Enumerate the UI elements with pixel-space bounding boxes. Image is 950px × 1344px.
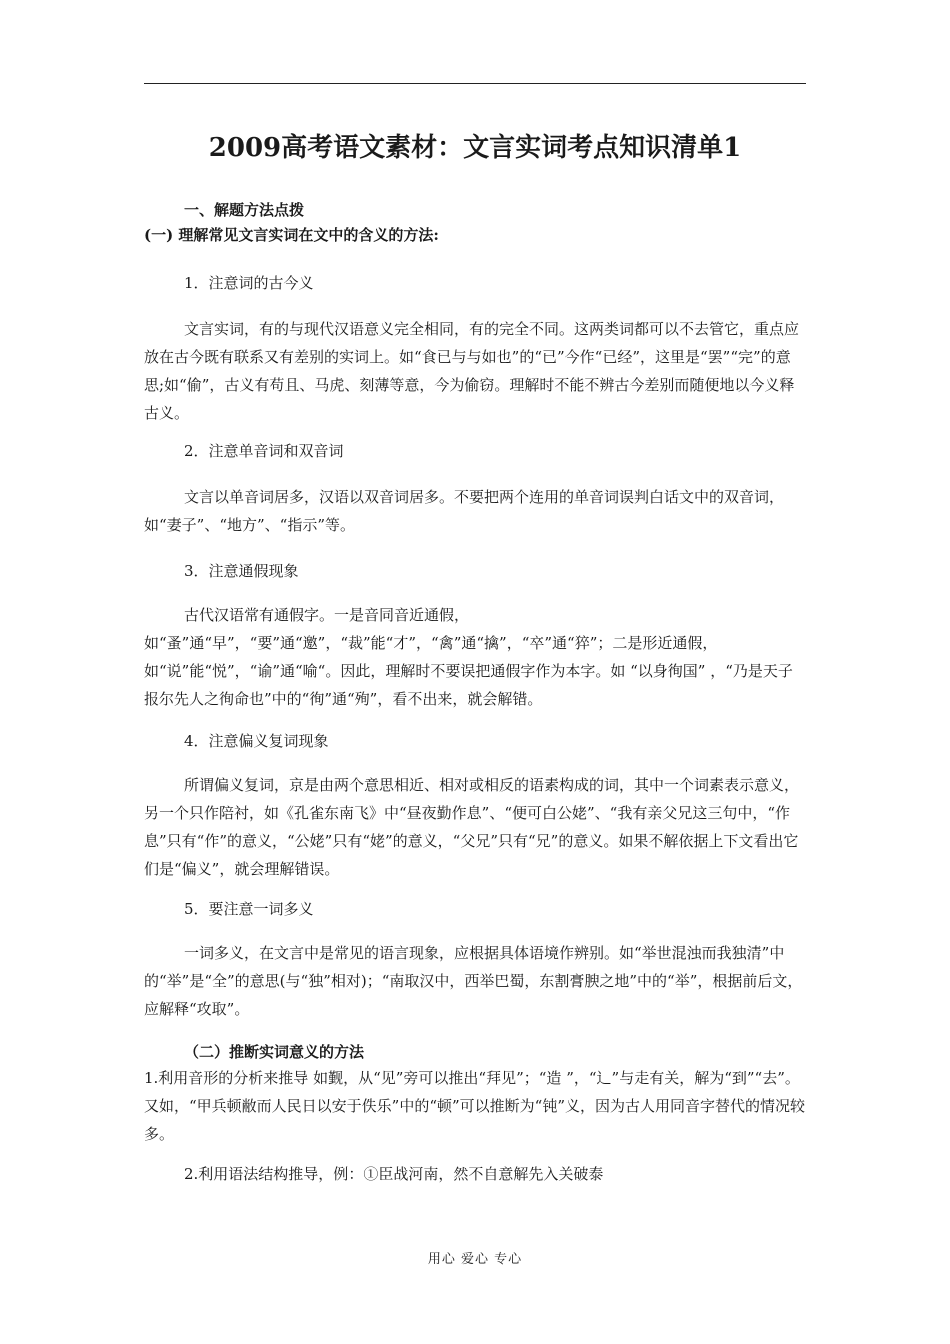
item-heading-4: 4．注意偏义复词现象 — [184, 732, 329, 750]
page-footer: 用心 爱心 专心 — [427, 1252, 523, 1267]
method-paragraph-1: 1.利用音形的分析来推导 如觐，从“见”旁可以推出“拜见”；“造 ”，“辶”与走有关，解为“到”“去”。又如，“甲兵顿敝而人民日以安于佚乐”中的“顿”可以推断为“钝”义，因为古人用同音字替代的情况较多。 — [144, 1069, 806, 1143]
item-heading-3: 3．注意通假现象 — [184, 562, 299, 580]
item-paragraph-1: 文言实词，有的与现代汉语意义完全相同，有的完全不同。这两类词都可以不去管它，重点应放在古今既有联系又有差别的实词上。如“食已与与如也”的“已”今作“已经”，这里是“罢”“完”的意思;如“偷”，古义有苟且、马虎、刻薄等意，今为偷窃。理解时不能不辨古今差别而随便地以今义释古义。 — [144, 320, 800, 422]
subsection-heading-1: (一) 理解常见文言实词在文中的含义的方法: — [144, 226, 439, 244]
header-rule — [144, 83, 806, 84]
item-heading-2: 2．注意单音词和双音词 — [184, 442, 344, 460]
item-paragraph-2: 文言以单音词居多，汉语以双音词居多。不要把两个连用的单音词误判白话文中的双音词，如“妻子”、“地方”、“指示”等。 — [144, 488, 785, 534]
page-title: 2009高考语文素材：文言实词考点知识清单1 — [208, 133, 742, 163]
item-paragraph-4: 所谓偏义复词，京是由两个意思相近、相对或相反的语素构成的词，其中一个词素表示意义，另一个只作陪衬，如《孔雀东南飞》中“昼夜勤作息”、“便可白公姥”、“我有亲父兄这三句中，“作息”只有“作”的意义，“公姥”只有“姥”的意义，“父兄”只有“兄”的意义。如果不解依据上下文看出它们是“偏义”，就会理解错误。 — [144, 776, 800, 878]
item-heading-5: 5．要注意一词多义 — [184, 900, 314, 918]
item-paragraph-5: 一词多义，在文言中是常见的语言现象，应根据具体语境作辨别。如“举世混浊而我独清”中的“举”是“全”的意思(与“独”相对)；“南取汉中，西举巴蜀，东割膏腴之地”中的“举”，根据前后文，应解释“攻取”。 — [144, 944, 803, 1018]
subsection-heading-2: （二）推断实词意义的方法 — [184, 1043, 365, 1061]
item-paragraph-3: 古代汉语常有通假字。一是音同音近通假，如“蚤”通“早”，“要”通“邀”，“裁”能“才”，“禽”通“擒”，“卒”通“猝”；二是形近通假，如“说”能“悦”，“谕”通“喻“。因此，理解时不要误把通假字作为本字。如 “以身徇国” ，“乃是天子报尔先人之徇命也”中的“徇”通“殉”，看不出来，就会解错。 — [144, 606, 793, 708]
item-heading-1: 1．注意词的古今义 — [184, 274, 314, 292]
section-heading-1: 一、解题方法点拨 — [184, 201, 305, 219]
method-paragraph-2: 2.利用语法结构推导，例：①臣战河南，然不自意解先入关破泰 — [184, 1165, 604, 1183]
